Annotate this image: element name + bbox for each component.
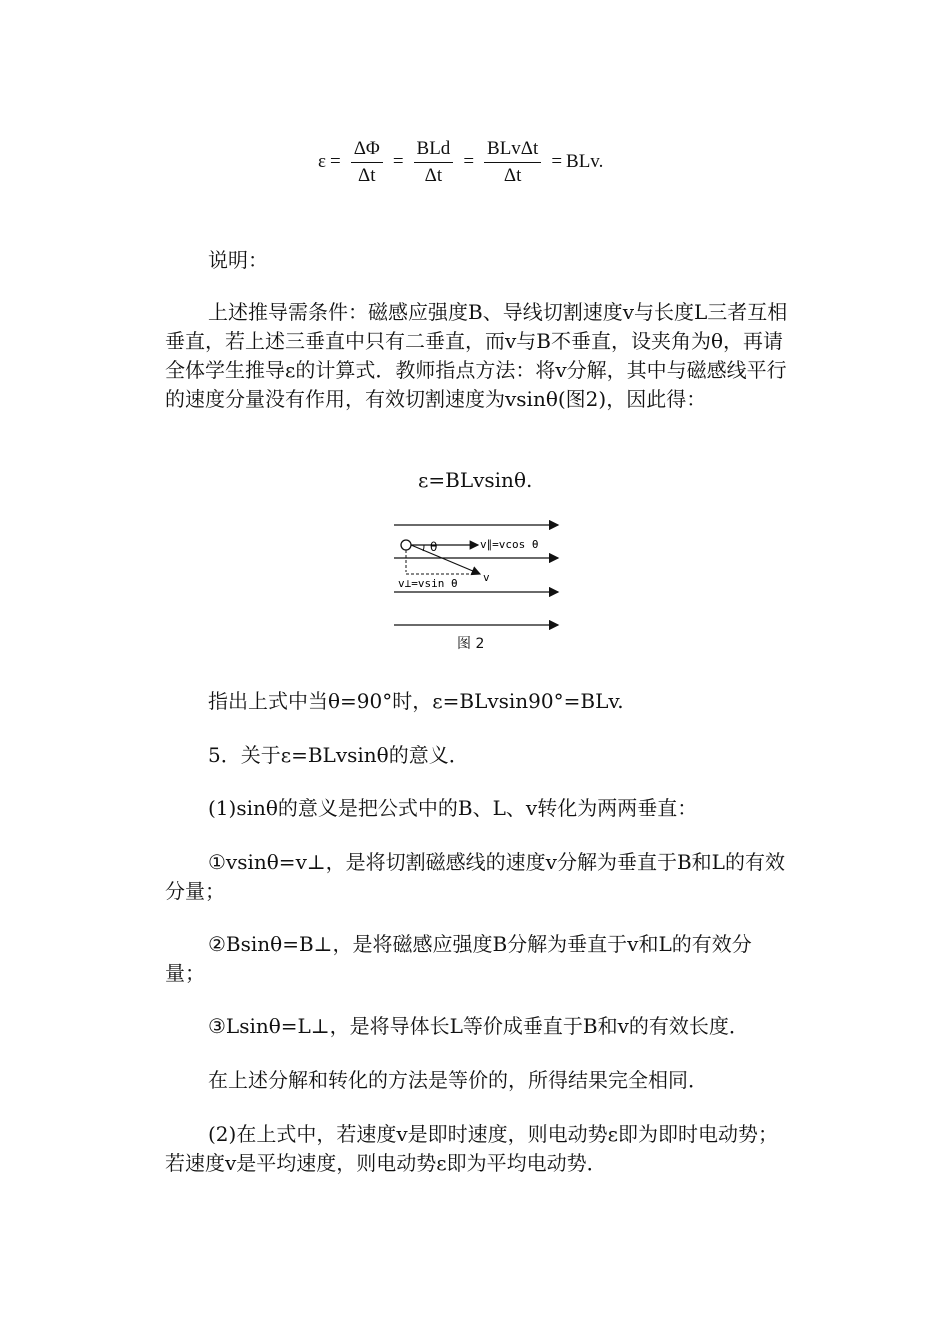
equivalence-paragraph: 在上述分解和转化的方法是等价的，所得结果完全相同． bbox=[208, 1068, 708, 1092]
velocity-decomposition-svg bbox=[392, 516, 562, 636]
derivation-paragraph: 上述推导需条件：磁感应强度B、导线切割速度v与长度L三者互相垂直，若上述三垂直中只有二垂直，而v与B不垂直，设夹角为θ，再请全体学生推导ε的计算式．教师指点方法：将v分解，其中与磁感线平行的速度分量没有作用，有效切割速度为vsinθ(图2)，因此得： bbox=[165, 300, 788, 411]
fraction-numerator: BLd bbox=[416, 137, 451, 159]
fraction-denominator: Δt bbox=[424, 164, 443, 186]
meaning-item-3: ③Lsinθ=L⊥，是将导体长L等价成垂直于B和v的有效长度． bbox=[208, 1014, 749, 1038]
vperp-label: v⊥=vsin θ bbox=[398, 577, 458, 590]
equals-sign: = bbox=[463, 151, 475, 172]
meaning-item-2: ②Bsinθ=B⊥，是将磁感应强度B分解为垂直于v和L的有效分量； bbox=[165, 932, 752, 985]
note-label: 说明： bbox=[208, 248, 268, 272]
velocity-type-paragraph: (2)在上式中，若速度v是即时速度，则电动势ε即为即时电动势；若速度v是平均速度，则电动势ε即为平均电动势． bbox=[165, 1122, 778, 1175]
section-heading: 5．关于ε=BLvsinθ的意义． bbox=[208, 743, 469, 767]
equals-sign: = bbox=[551, 151, 563, 172]
fraction-numerator: ΔΦ bbox=[353, 137, 380, 159]
fraction-bld-over-time bbox=[414, 138, 454, 187]
equals-sign: = bbox=[392, 151, 404, 172]
v-label: v bbox=[483, 571, 490, 584]
equation-result: BLv. bbox=[566, 151, 604, 172]
fraction-blvdt-over-time bbox=[484, 138, 541, 187]
fraction-numerator: BLvΔt bbox=[487, 137, 539, 159]
vpar-label: v∥=vcos θ bbox=[480, 538, 539, 551]
meaning-item-1: ①vsinθ=v⊥，是将切割磁感线的速度v分解为垂直于B和L的有效分量； bbox=[165, 850, 785, 903]
conductor-circle bbox=[401, 540, 411, 550]
formula-line: ε=BLvsinθ. bbox=[418, 468, 533, 492]
fraction-denominator: Δt bbox=[503, 164, 522, 186]
emf-symbol: ε bbox=[318, 151, 326, 172]
equals-sign: = bbox=[329, 151, 341, 172]
special-case-paragraph: 指出上式中当θ=90°时，ε=BLvsin90°=BLv. bbox=[208, 689, 624, 713]
figure-caption: 图 2 bbox=[457, 636, 485, 652]
v-arrow bbox=[411, 545, 480, 574]
fraction-denominator: Δt bbox=[358, 164, 376, 186]
fraction-flux-over-time bbox=[351, 138, 383, 187]
theta-label: θ bbox=[430, 540, 438, 554]
meaning-intro: (1)sinθ的意义是把公式中的B、L、v转化为两两垂直： bbox=[208, 796, 698, 820]
induced-emf-equation bbox=[318, 134, 603, 190]
